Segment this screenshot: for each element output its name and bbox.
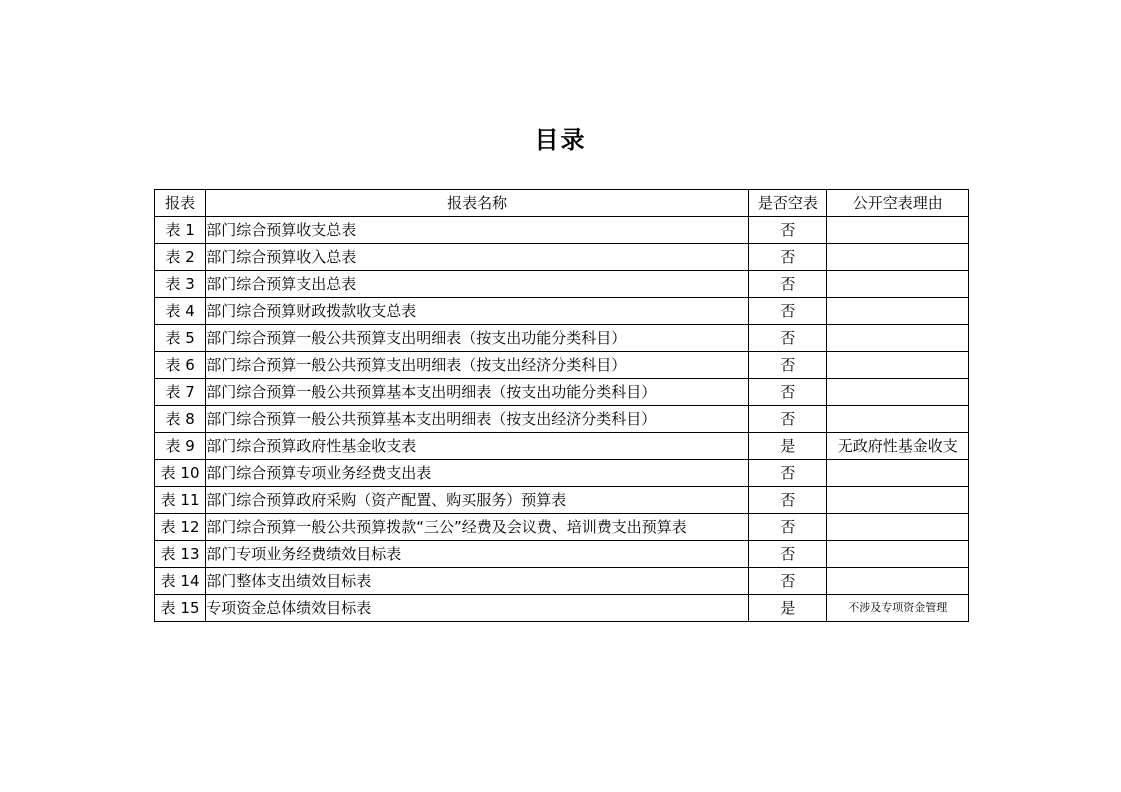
header-empty-reason: 公开空表理由 [827,190,969,217]
row-report-name: 部门综合预算收支总表 [206,217,749,244]
row-report-no: 表 3 [155,271,206,298]
row-report-name: 部门综合预算政府性基金收支表 [206,433,749,460]
row-is-empty: 是 [749,595,827,622]
row-is-empty: 否 [749,379,827,406]
table-row [155,271,969,298]
row-is-empty: 否 [749,298,827,325]
header-is-empty: 是否空表 [749,190,827,217]
row-report-name: 部门综合预算专项业务经费支出表 [206,460,749,487]
row-report-name: 部门综合预算一般公共预算支出明细表（按支出功能分类科目） [206,325,749,352]
table-row [155,568,969,595]
row-report-name: 专项资金总体绩效目标表 [206,595,749,622]
row-report-name: 部门整体支出绩效目标表 [206,568,749,595]
row-empty-reason [827,514,969,541]
row-report-no: 表 15 [155,595,206,622]
table-row [155,595,969,622]
table-row [155,433,969,460]
row-is-empty: 否 [749,406,827,433]
row-report-no: 表 4 [155,298,206,325]
row-is-empty: 是 [749,433,827,460]
row-is-empty: 否 [749,514,827,541]
row-report-no: 表 5 [155,325,206,352]
table-row [155,217,969,244]
row-is-empty: 否 [749,541,827,568]
row-is-empty: 否 [749,352,827,379]
row-empty-reason [827,460,969,487]
row-report-name: 部门综合预算一般公共预算基本支出明细表（按支出功能分类科目） [206,379,749,406]
table-header-row [155,190,969,217]
row-report-no: 表 11 [155,487,206,514]
header-report-name: 报表名称 [206,190,749,217]
row-report-name: 部门综合预算一般公共预算支出明细表（按支出经济分类科目） [206,352,749,379]
row-is-empty: 否 [749,487,827,514]
row-empty-reason [827,298,969,325]
row-empty-reason [827,271,969,298]
row-empty-reason: 无政府性基金收支 [827,433,969,460]
table-row [155,460,969,487]
row-report-no: 表 8 [155,406,206,433]
row-report-name: 部门综合预算财政拨款收支总表 [206,298,749,325]
row-is-empty: 否 [749,460,827,487]
row-report-name: 部门专项业务经费绩效目标表 [206,541,749,568]
row-report-no: 表 2 [155,244,206,271]
row-is-empty: 否 [749,271,827,298]
row-report-no: 表 12 [155,514,206,541]
row-empty-reason: 不涉及专项资金管理 [827,595,969,622]
row-report-no: 表 6 [155,352,206,379]
row-report-no: 表 1 [155,217,206,244]
row-report-no: 表 13 [155,541,206,568]
table-row [155,352,969,379]
table-row [155,487,969,514]
table-row [155,379,969,406]
row-report-no: 表 10 [155,460,206,487]
row-report-no: 表 9 [155,433,206,460]
row-is-empty: 否 [749,217,827,244]
table-row [155,325,969,352]
row-empty-reason [827,487,969,514]
row-empty-reason [827,325,969,352]
row-report-name: 部门综合预算政府采购（资产配置、购买服务）预算表 [206,487,749,514]
row-report-no: 表 7 [155,379,206,406]
row-empty-reason [827,568,969,595]
row-report-name: 部门综合预算一般公共预算基本支出明细表（按支出经济分类科目） [206,406,749,433]
table-row [155,514,969,541]
row-is-empty: 否 [749,325,827,352]
row-is-empty: 否 [749,568,827,595]
table-row [155,244,969,271]
row-report-name: 部门综合预算一般公共预算拨款“三公”经费及会议费、培训费支出预算表 [206,514,749,541]
table-row [155,406,969,433]
table-row [155,541,969,568]
table-row [155,298,969,325]
row-empty-reason [827,352,969,379]
row-empty-reason [827,244,969,271]
row-report-name: 部门综合预算收入总表 [206,244,749,271]
page-title: 目录 [534,126,587,154]
catalog-table [154,189,969,622]
row-empty-reason [827,379,969,406]
header-report-no: 报表 [155,190,206,217]
row-empty-reason [827,406,969,433]
row-report-name: 部门综合预算支出总表 [206,271,749,298]
row-is-empty: 否 [749,244,827,271]
row-empty-reason [827,217,969,244]
row-empty-reason [827,541,969,568]
row-report-no: 表 14 [155,568,206,595]
